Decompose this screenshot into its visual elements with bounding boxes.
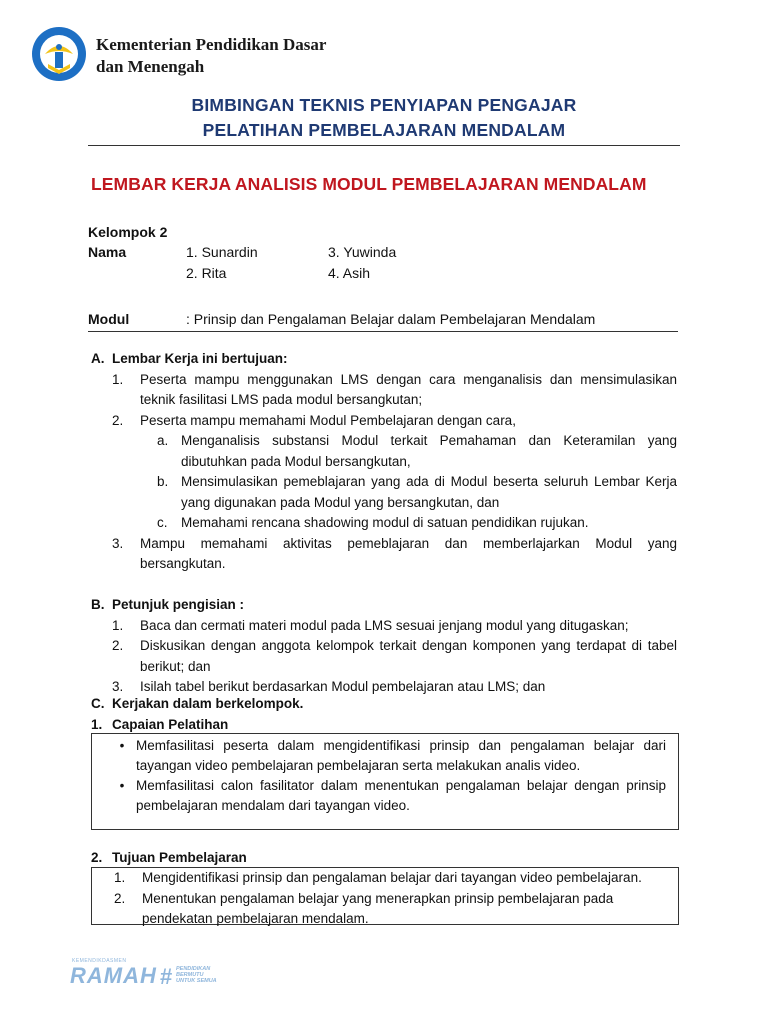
sub-list-letter: b. <box>157 474 169 489</box>
sub-list-text: Mensimulasikan pemeblajaran yang ada di Modul beserta seluruh Lembar Kerja yang digunakan pada Modul yang bersangkutan, dan <box>181 474 677 510</box>
tagline-line-3: UNTUK SEMUA <box>176 978 217 984</box>
ramah-small-text: KEMENDIKDASMEN <box>72 958 127 964</box>
sub-list-text: Memahami rencana shadowing modul di satuan pendidikan rujukan. <box>181 515 589 530</box>
section-b-letter: B. <box>91 597 105 612</box>
learning-outcomes-box <box>91 733 679 830</box>
bullet-dot: • <box>119 778 125 793</box>
sub-list-item <box>157 513 677 534</box>
list-text: Menentukan pengalaman belajar yang menerapkan prinsip pembelajaran pada pendekatan pembelajaran mendalam. <box>142 890 614 926</box>
name-label: Nama <box>88 244 127 260</box>
sub-list-letter: a. <box>157 433 169 448</box>
list-text: Mampu memahami aktivitas pemeblajaran dan memberlajarkan Modul yang bersangkutan. <box>140 535 677 571</box>
part-2-number: 2. <box>91 850 103 865</box>
bullet-text: Memfasilitasi calon fasilitator dalam menentukan pengalaman belajar dengan prinsip pembelajaran mendalam dari tayangan video. <box>136 778 666 813</box>
list-number: 3. <box>112 535 124 551</box>
sub-list-item <box>157 472 677 513</box>
section-c <box>91 694 677 735</box>
list-text: Mengidentifikasi prinsip dan pengalaman belajar dari tayangan video pembelajaran. <box>142 870 642 885</box>
bullet-item <box>108 776 666 816</box>
list-item <box>112 616 677 637</box>
section-b-heading: Petunjuk pengisian : <box>112 597 245 612</box>
member-1: 1. Sunardin <box>186 244 258 260</box>
list-text: Baca dan cermati materi modul pada LMS sesuai jenjang modul yang ditugaskan; <box>140 617 629 633</box>
list-item <box>114 868 666 889</box>
list-number: 3. <box>112 679 124 694</box>
ramah-text: RAMAH <box>70 963 157 988</box>
list-number: 1. <box>112 617 124 633</box>
bullet-text: Memfasilitasi peserta dalam mengidentifikasi prinsip dan pengalaman belajar dari tayangan video pembelajaran pembelajaran serta melakukan analis video. <box>136 738 666 773</box>
part-1-number: 1. <box>91 716 103 732</box>
list-number: 1. <box>112 371 124 387</box>
part-1-heading: Capaian Pelatihan <box>112 716 229 732</box>
list-text: Peserta mampu memahami Modul Pembelajaran dengan cara, <box>140 412 516 428</box>
module-divider <box>88 331 678 332</box>
list-number: 1. <box>114 870 126 885</box>
list-number: 2. <box>112 412 124 428</box>
tagline-line-1: PENDIDIKAN <box>176 966 211 972</box>
section-c-letter: C. <box>91 696 105 711</box>
header-divider <box>88 145 680 146</box>
member-2: 2. Rita <box>186 265 227 281</box>
list-number: 2. <box>112 638 124 653</box>
training-title-line-1: BIMBINGAN TEKNIS PENYIAPAN PENGAJAR <box>191 95 577 115</box>
learning-objectives-box <box>91 867 679 925</box>
list-text: Peserta mampu menggunakan LMS dengan cara menganalisis dan mensimulasikan teknik fasilitasi LMS pada modul bersangkutan; <box>140 371 677 407</box>
section-c-heading: Kerjakan dalam berkelompok. <box>112 696 304 711</box>
ramah-tagline <box>176 966 217 984</box>
section-a <box>91 349 677 575</box>
module-value: : Prinsip dan Pengalaman Belajar dalam Pembelajaran Mendalam <box>186 311 596 327</box>
ministry-line-2: dan Menengah <box>96 57 205 76</box>
list-item <box>112 636 677 677</box>
ministry-line-1: Kementerian Pendidikan Dasar <box>96 35 327 54</box>
ministry-logo <box>30 24 88 86</box>
training-title-line-2: PELATIHAN PEMBELAJARAN MENDALAM <box>202 120 566 140</box>
bullet-item <box>108 736 666 776</box>
hashtag-icon: # <box>160 964 173 989</box>
sub-list-letter: c. <box>157 515 168 530</box>
list-text: Diskusikan dengan anggota kelompok terkait dengan komponen yang terdapat di tabel berikut; dan <box>140 638 677 674</box>
module-label: Modul <box>88 311 130 327</box>
part-2-heading: Tujuan Pembelajaran <box>112 850 247 865</box>
section-b <box>91 595 677 698</box>
ministry-name <box>96 34 326 78</box>
member-3: 3. Yuwinda <box>328 244 397 260</box>
worksheet-title: LEMBAR KERJA ANALISIS MODUL PEMBELAJARAN MENDALAM <box>91 174 647 194</box>
list-item <box>114 889 666 930</box>
list-item <box>112 370 677 411</box>
section-a-letter: A. <box>91 351 105 366</box>
list-text: Isilah tabel berikut berdasarkan Modul pembelajaran atau LMS; dan <box>140 679 546 694</box>
sub-list-text: Menganalisis substansi Modul terkait Pemahaman dan Keteramilan yang dibutuhkan pada Modul bersangkutan, <box>181 433 677 469</box>
list-item <box>112 411 677 432</box>
list-item <box>112 534 677 575</box>
member-4: 4. Asih <box>328 265 371 281</box>
group-label: Kelompok 2 <box>88 224 168 240</box>
list-number: 2. <box>114 890 126 906</box>
sub-list-item <box>157 431 677 472</box>
bullet-dot: • <box>119 738 125 753</box>
section-a-heading: Lembar Kerja ini bertujuan: <box>112 351 288 366</box>
tagline-line-2: BERMUTU <box>176 972 204 978</box>
ramah-logo <box>68 958 230 992</box>
